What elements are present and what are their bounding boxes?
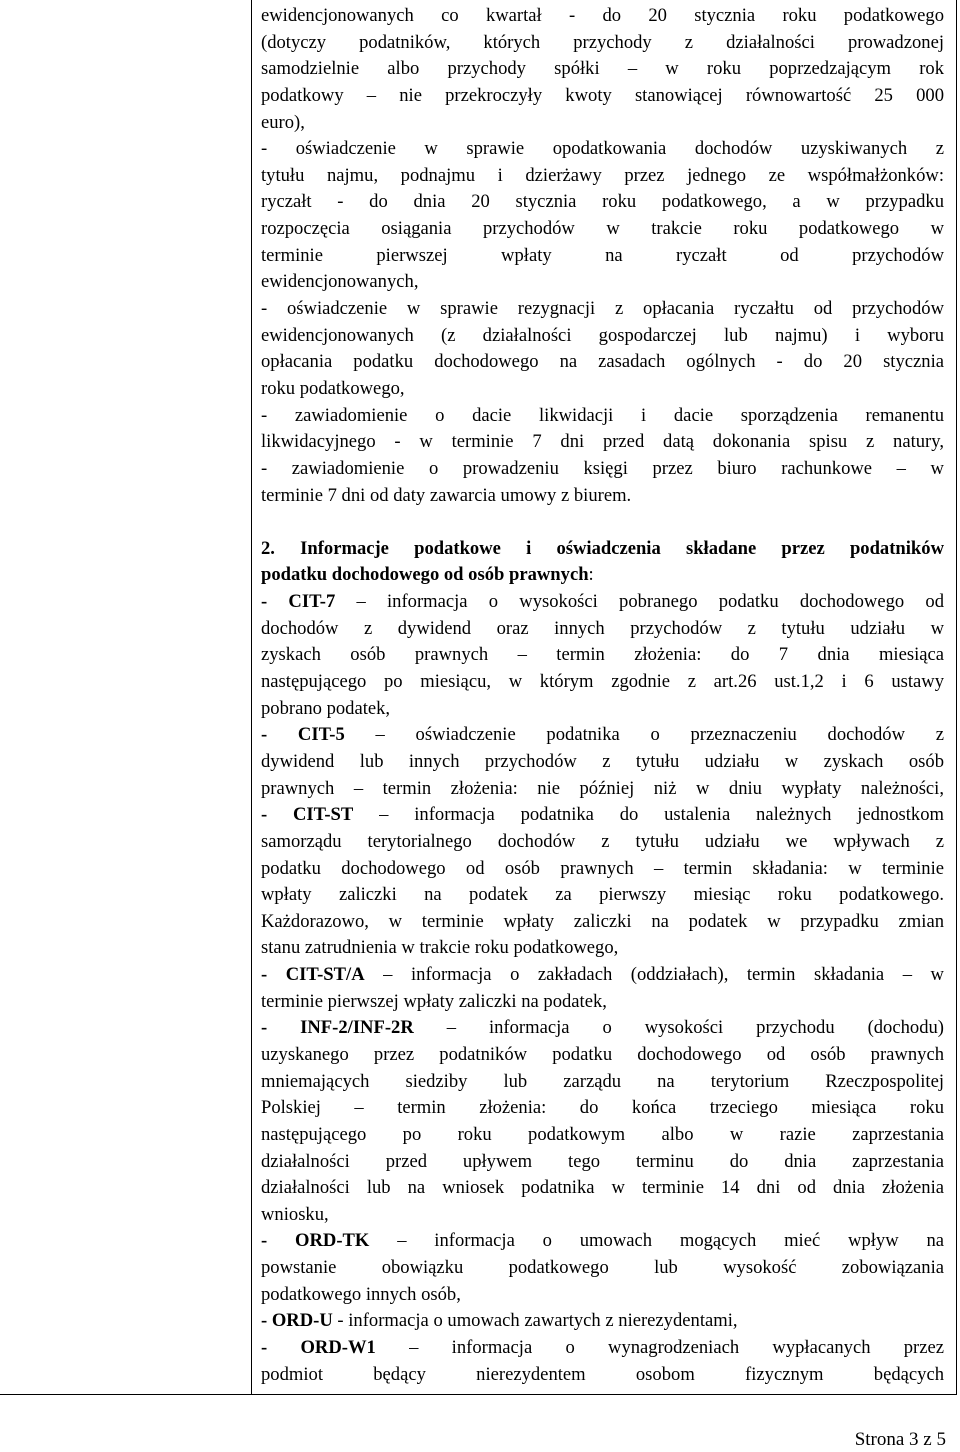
line-text: – informacja o zakładach (oddziałach), termin składania – w [364, 964, 944, 986]
text-line [261, 163, 944, 190]
paragraph-gap [261, 509, 944, 536]
section-2-heading-line-1 [261, 536, 944, 563]
line-text: ewidencjonowanych (z działalności gospodarczej lub najmu) i wyboru [261, 324, 944, 346]
line-text: prawnych – termin złożenia: nie później niż w dniu wypłaty należności, [261, 777, 944, 799]
line-text: podatku dochodowego od osób prawnych – termin składania: w terminie [261, 857, 944, 879]
line-text: terminie pierwszej wpłaty zaliczki na podatek, [261, 990, 607, 1012]
text-line [261, 323, 944, 350]
text-line [261, 856, 944, 883]
line-text: - zawiadomienie o dacie likwidacji i dacie sporządzenia remanentu [261, 404, 944, 426]
line-text: dywidend lub innych przychodów z tytułu udziału w zyskach osób [261, 750, 944, 772]
text-line [261, 269, 944, 296]
line-text: dochodów z dywidend oraz innych przychodów z tytułu udziału w [261, 617, 944, 639]
form-code: - ORD-TK [261, 1230, 370, 1252]
line-text: roku podatkowego, [261, 377, 405, 399]
text-line [261, 30, 944, 57]
text-line [261, 1149, 944, 1176]
line-text: podatkowego innych osób, [261, 1283, 461, 1305]
text-line [261, 456, 944, 483]
text-line [261, 1069, 944, 1096]
line-text: terminie pierwszej wpłaty na ryczałt od przychodów [261, 244, 944, 266]
text-line [261, 1282, 944, 1309]
text-line [261, 642, 944, 669]
line-text: ewidencjonowanych co kwartał - do 20 stycznia roku podatkowego [261, 5, 944, 26]
text-line [261, 1228, 944, 1255]
line-text: mniemających siedziby lub zarządu na terytorium Rzeczpospolitej [261, 1070, 944, 1092]
line-text: zyskach osób prawnych – termin złożenia: do 7 dnia miesiąca [261, 644, 944, 666]
text-line [261, 429, 944, 456]
line-text: Polskiej – termin złożenia: do końca trzeciego miesiąca roku [261, 1097, 944, 1119]
text-line [261, 56, 944, 83]
line-text: (dotyczy podatników, których przychody z działalności prowadzonej [261, 31, 944, 53]
section-2-heading-text-2: podatku dochodowego od osób prawnych [261, 564, 589, 586]
line-text: – informacja o wysokości pobranego podatku dochodowego od [335, 591, 944, 613]
declarations-list-continued [261, 3, 944, 509]
text-line [261, 189, 944, 216]
text-line [261, 989, 944, 1016]
text-line [261, 616, 944, 643]
text-line [261, 403, 944, 430]
line-text: likwidacyjnego - w terminie 7 dni przed datą dokonania spisu z natury, [261, 431, 944, 453]
text-line [261, 1255, 944, 1282]
line-text: samodzielnie albo przychody spółki – w roku poprzedzającym rok [261, 58, 944, 80]
line-text: wpłaty zaliczki na podatek za pierwszy miesiąc roku podatkowego. [261, 884, 944, 906]
page-number: Strona 3 z 5 [854, 1429, 946, 1450]
line-text: – oświadczenie podatnika o przeznaczeniu dochodów z [344, 724, 945, 746]
line-text: ryczałt - do dnia 20 stycznia roku podatkowego, a w przypadku [261, 191, 944, 213]
line-text: – informacja o wynagrodzeniach wypłacanych przez [375, 1337, 944, 1359]
text-line [261, 749, 944, 776]
text-line [261, 349, 944, 376]
line-text: następującego po roku podatkowym albo w razie zaprzestania [261, 1123, 944, 1145]
section-2-heading-colon: : [588, 564, 594, 586]
text-line [261, 83, 944, 110]
section-2-heading-line-2 [261, 562, 944, 589]
cit-forms-list [261, 589, 944, 1388]
line-text: podmiot będący nierezydentem osobom fizycznym będących [261, 1363, 944, 1385]
line-text: działalności lub na wniosek podatnika w terminie 14 dni od dnia złożenia [261, 1177, 944, 1199]
line-text: stanu zatrudnienia w trakcie roku podatkowego, [261, 937, 619, 959]
line-text: samorządu terytorialnego dochodów z tytułu udziału we wpływach z [261, 830, 944, 852]
text-line [261, 1015, 944, 1042]
text-line [261, 216, 944, 243]
line-text: – informacja o wysokości przychodu (dochodu) [413, 1017, 944, 1039]
section-2-heading-text: 2. Informacje podatkowe i oświadczenia składane przez podatników [261, 537, 944, 559]
line-text: następującego po miesiącu, w którym zgodnie z art.26 ust.1,2 i 6 ustawy [261, 671, 944, 693]
line-text: tytułu najmu, podnajmu i dzierżawy przez jednego ze współmałżonków: [261, 164, 944, 186]
line-text: ewidencjonowanych, [261, 271, 419, 293]
right-table-cell-content [261, 3, 944, 1388]
text-line [261, 1362, 944, 1389]
text-line [261, 136, 944, 163]
line-text: – informacja o umowach mogących mieć wpływ na [369, 1230, 945, 1252]
line-text: rozpoczęcia osiągania przychodów w trakcie roku podatkowego w [261, 218, 944, 240]
form-code: - ORD-U [261, 1310, 333, 1332]
line-text: - oświadczenie w sprawie rezygnacji z opłacania ryczałtu od przychodów [261, 298, 944, 320]
form-code: - ORD-W1 [261, 1337, 376, 1359]
line-text: pobrano podatek, [261, 697, 391, 719]
line-text: euro), [261, 111, 305, 133]
text-line [261, 3, 944, 30]
line-text: opłacania podatku dochodowego na zasadach ogólnych - do 20 stycznia [261, 351, 944, 373]
text-line [261, 110, 944, 137]
text-line [261, 376, 944, 403]
text-line [261, 776, 944, 803]
left-table-cell [0, 0, 252, 1394]
text-line [261, 696, 944, 723]
line-text: podatkowy – nie przekroczyły kwoty stanowiącej równowartość 25 000 [261, 84, 944, 106]
text-line [261, 1335, 944, 1362]
line-text: wniosku, [261, 1203, 329, 1225]
form-code: - CIT-5 [261, 724, 345, 746]
line-text: terminie 7 dni od daty zawarcia umowy z biurem. [261, 484, 632, 506]
text-line [261, 1308, 944, 1335]
text-line [261, 962, 944, 989]
text-line [261, 669, 944, 696]
text-line [261, 1042, 944, 1069]
line-text: - zawiadomienie o prowadzeniu księgi przez biuro rachunkowe – w [261, 457, 944, 479]
line-text: Każdorazowo, w terminie wpłaty zaliczki na podatek w przypadku zmian [261, 910, 944, 932]
form-code: - CIT-ST/A [261, 964, 365, 986]
text-line [261, 483, 944, 510]
text-line [261, 243, 944, 270]
text-line [261, 722, 944, 749]
text-line [261, 296, 944, 323]
line-text: uzyskanego przez podatników podatku dochodowego od osób prawnych [261, 1043, 944, 1065]
form-code: - INF-2/INF-2R [261, 1017, 414, 1039]
text-line [261, 882, 944, 909]
text-line [261, 1095, 944, 1122]
text-line [261, 802, 944, 829]
text-line [261, 829, 944, 856]
text-line [261, 1175, 944, 1202]
line-text: działalności przed upływem tego terminu do dnia zaprzestania [261, 1150, 944, 1172]
text-line [261, 589, 944, 616]
text-line [261, 1202, 944, 1229]
line-text: powstanie obowiązku podatkowego lub wysokość zobowiązania [261, 1257, 944, 1279]
text-line [261, 909, 944, 936]
text-line [261, 1122, 944, 1149]
form-code: - CIT-7 [261, 591, 336, 613]
line-text: – informacja podatnika do ustalenia należnych jednostkom [353, 804, 944, 826]
form-code: - CIT-ST [261, 804, 354, 826]
text-line [261, 935, 944, 962]
line-text: - oświadczenie w sprawie opodatkowania dochodów uzyskiwanych z [261, 138, 944, 160]
line-text: - informacja o umowach zawartych z nierezydentami, [332, 1310, 738, 1332]
